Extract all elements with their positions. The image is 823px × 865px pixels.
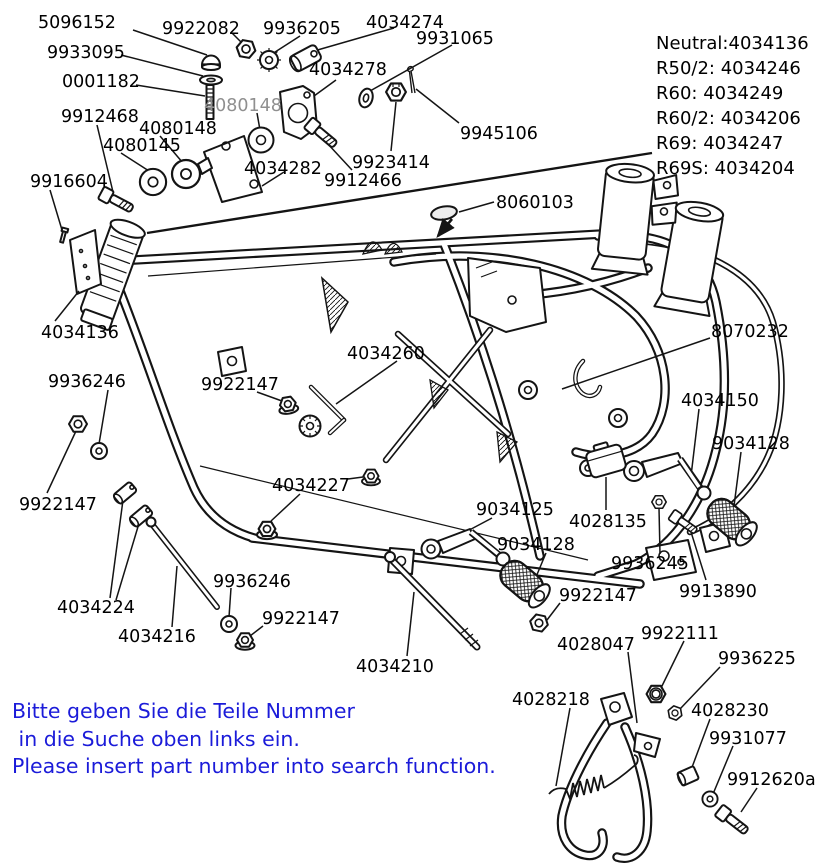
part-label-9922147-4: 9922147 [262,609,340,629]
model-key-list [656,31,809,181]
part-label-4034278: 4034278 [309,60,387,80]
part-label-0001182: 0001182 [62,72,140,92]
nut-9922111 [647,686,666,702]
part-label-4034150: 4034150 [681,391,759,411]
part-label-9936246-2: 9936246 [213,572,291,592]
part-label-9916604: 9916604 [30,172,108,192]
part-label-9931077: 9931077 [709,729,787,749]
part-label-9933095: 9933095 [47,43,125,63]
screw-9916604 [59,228,69,244]
part-label-4034227: 4034227 [272,476,350,496]
washer-9931077 [702,791,717,806]
acorn-nut-5096152 [202,56,220,71]
washer-4080148-b [249,128,274,153]
search-notice [12,698,496,781]
nut-9922082 [235,39,256,58]
castle-nut-9923414 [386,83,406,101]
nut-9936245 [652,496,666,508]
notice-line-german-1: Bitte geben Sie die Teile Nummer [12,699,355,723]
part-label-9912466: 9912466 [324,171,402,191]
part-label-9922147: 9922147 [201,375,279,395]
stand-spring [549,755,638,799]
rod-4034216-part [147,518,218,608]
tooth-washer-9936205 [257,48,281,72]
part-label-9034128-center: 9034128 [497,535,575,555]
nut-9922147-b [277,396,299,416]
plug-8060103-part [430,204,458,236]
nut-9922147-c [529,613,550,632]
part-label-4034224: 4034224 [57,598,135,618]
part-label-9936245: 9936245 [611,554,689,574]
part-label-8070232: 8070232 [711,322,789,342]
part-label-4034282: 4034282 [244,159,322,179]
part-label-4034216: 4034216 [118,627,196,647]
lever-right [624,453,711,500]
notice-line-german-2: in die Suche oben links ein. [12,726,300,751]
part-label-4080148: 4080148 [139,119,217,139]
part-label-9922082: 9922082 [162,19,240,39]
part-label-5096152: 5096152 [38,13,116,33]
part-label-4034274: 4034274 [366,13,444,33]
part-label-9912468: 9912468 [61,107,139,127]
bolt-9912620a [715,804,751,837]
frame-id-plate [70,230,101,294]
part-label-4028047: 4028047 [557,635,635,655]
part-label-9923414: 9923414 [352,153,430,173]
part-label-9913890: 9913890 [679,582,757,602]
part-label-9922147-3: 9922147 [559,586,637,606]
part-label-9936225: 9936225 [718,649,796,669]
part-label-9945106: 9945106 [460,124,538,144]
nut-4034227-a [257,522,277,539]
part-label-4034136: 4034136 [41,323,119,343]
washer-9936246-a [91,443,107,459]
nut-4034227-b [362,470,380,486]
model-key-neutral: Neutral:4034136 [656,33,809,54]
model-key-r50-2: R50/2: 4034246 [656,58,801,79]
model-key-r60-2: R60/2: 4034206 [656,108,801,129]
model-key-r69s: R69S: 4034204 [656,158,795,179]
part-label-9912620a: 9912620a [727,770,816,790]
part-label-9936246: 9936246 [48,372,126,392]
part-label-4028230: 4028230 [691,701,769,721]
clip-8070232-part [575,361,600,396]
washer-4080145 [140,169,166,195]
pin-4034260-part [300,387,345,437]
center-stand [562,693,660,858]
part-label-9922147-2: 9922147 [19,495,97,515]
part-label-4080148-ghost: 4080148 [204,96,282,116]
part-label-9931065: 9931065 [416,29,494,49]
part-label-8060103: 8060103 [496,193,574,213]
seat-bracket [468,258,546,332]
notice-line-english: Please insert part number into search function. [12,754,496,778]
part-label-4034210: 4034210 [356,657,434,677]
cotter-pin-9945106 [408,67,415,93]
part-label-4028218: 4028218 [512,690,590,710]
part-label-4080145: 4080145 [103,136,181,156]
part-label-9936205: 9936205 [263,19,341,39]
model-key-r60: R60: 4034249 [656,83,784,104]
nut-9922147-a [69,416,87,432]
part-label-9034125: 9034125 [476,500,554,520]
model-key-r69: R69: 4034247 [656,133,784,154]
part-label-9034128-right: 9034128 [712,434,790,454]
part-label-9922111: 9922111 [641,624,719,644]
spacer-4034224-a [112,481,137,505]
bushing-4028230 [676,766,699,787]
rubber-block-4028135 [584,439,627,479]
washer-9933095 [200,76,222,85]
washer-9931065 [357,87,374,109]
washer-4080148-a [172,160,200,188]
part-label-4028135: 4028135 [569,512,647,532]
washer-9936246-b [221,616,237,632]
part-label-4034260: 4034260 [347,344,425,364]
